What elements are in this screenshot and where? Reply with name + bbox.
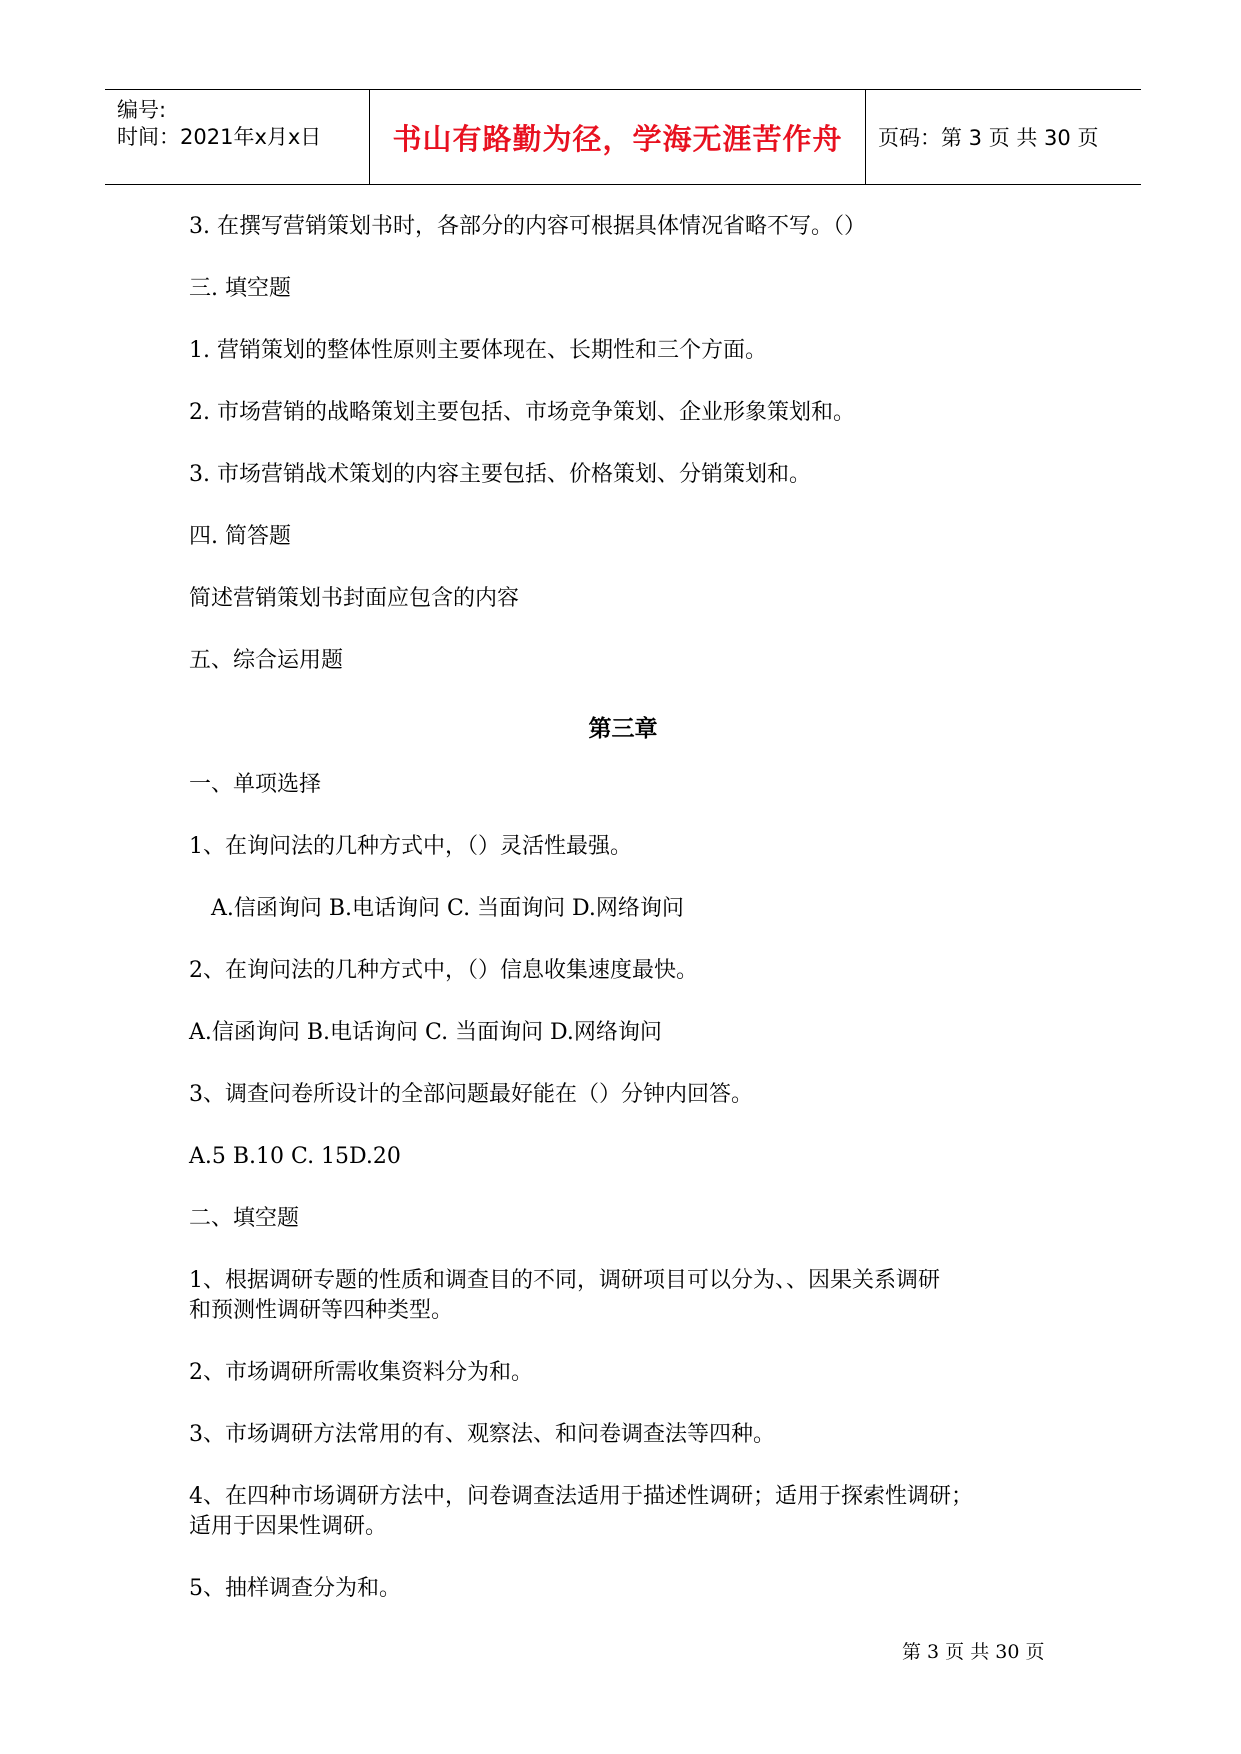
header-motto-cell	[369, 90, 866, 184]
options-line: A.信函询问 B.电话询问 C. 当面询问 D.网络询问	[211, 896, 684, 921]
body-line: 2. 市场营销的战略策划主要包括、市场竞争策划、企业形象策划和。	[189, 400, 855, 425]
header-page-number: 页码：第 3 页 共 30 页	[878, 126, 1099, 150]
question-line: 3、调查问卷所设计的全部问题最好能在（）分钟内回答。	[189, 1082, 753, 1107]
options-line: A.信函询问 B.电话询问 C. 当面询问 D.网络询问	[189, 1020, 662, 1045]
document-number-label: 编号:	[117, 98, 167, 122]
header-page-cell	[866, 90, 1141, 184]
question-line: 3、市场调研方法常用的有、观察法、和问卷调查法等四种。	[189, 1422, 775, 1447]
body-line: 3. 在撰写营销策划书时，各部分的内容可根据具体情况省略不写。（）	[189, 214, 866, 239]
section-heading: 二、填空题	[189, 1206, 300, 1231]
question-line-continued: 和预测性调研等四种类型。	[189, 1298, 454, 1323]
question-line: 5、抽样调查分为和。	[189, 1576, 401, 1601]
document-time-label: 时间：2021年x月x日	[117, 125, 322, 149]
section-heading: 一、单项选择	[189, 772, 322, 797]
page-header	[105, 89, 1141, 185]
header-motto: 书山有路勤为径，学海无涯苦作舟	[392, 121, 843, 156]
body-line: 3. 市场营销战术策划的内容主要包括、价格策划、分销策划和。	[189, 462, 811, 487]
section-heading: 三. 填空题	[189, 276, 291, 301]
question-line: 1、根据调研专题的性质和调查目的不同，调研项目可以分为、、因果关系调研	[189, 1268, 940, 1293]
question-line: 2、市场调研所需收集资料分为和。	[189, 1360, 533, 1385]
question-line: 4、在四种市场调研方法中，问卷调查法适用于描述性调研；适用于探索性调研；	[189, 1484, 973, 1509]
question-line: 1、在询问法的几种方式中，（）灵活性最强。	[189, 834, 632, 859]
body-line: 1. 营销策划的整体性原则主要体现在、长期性和三个方面。	[189, 338, 767, 363]
page-footer: 第 3 页 共 30 页	[902, 1641, 1045, 1663]
section-heading: 四. 简答题	[189, 524, 291, 549]
chapter-title: 第三章	[588, 716, 658, 742]
body-line: 简述营销策划书封面应包含的内容	[189, 586, 520, 611]
question-line: 2、在询问法的几种方式中，（）信息收集速度最快。	[189, 958, 698, 983]
section-heading: 五、综合运用题	[189, 648, 344, 673]
header-left-cell	[105, 90, 369, 184]
options-line: A.5 B.10 C. 15D.20	[189, 1144, 401, 1169]
question-line-continued: 适用于因果性调研。	[189, 1514, 388, 1539]
